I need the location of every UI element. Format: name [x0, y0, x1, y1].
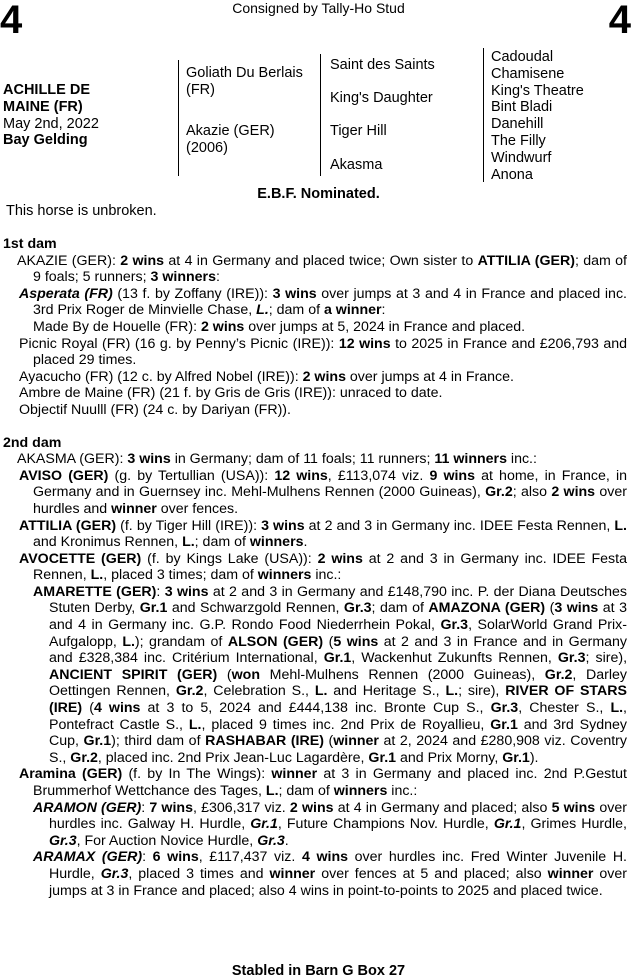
catalogue-body — [3, 236, 627, 899]
produce-aramax: ARAMAX (GER): 6 wins, £117,437 viz. 4 wins over hurdles inc. Fred Winter Juvenile H. Hurdle, Gr.3, placed 3 times and winner over fences at 5 and placed; also winner over jumps at 3 in France and placed; also 4 wins in point-to-points to 2025 and placed twice. — [33, 849, 628, 899]
ebf-nominated: E.B.F. Nominated. — [257, 186, 380, 202]
stabled-location: Stabled in Barn G Box 27 — [231, 963, 406, 979]
dam-entry: AKAZIE (GER): 2 wins at 4 in Germany and placed twice; Own sister to ATTILIA (GER); dam of 9 foals; 5 runners; 3 winners: — [17, 252, 627, 286]
pedigree-divider-1 — [178, 60, 179, 176]
pedigree-g3-7: Windwurf — [491, 149, 552, 166]
produce-aramina: Aramina (GER) (f. by In The Wings): winner at 3 in Germany and placed inc. 2nd P.Gestut Brummerhof Wettchance des Tages, L.; dam of winners inc.: — [19, 766, 627, 799]
produce-avocette: AVOCETTE (GER) (f. by Kings Lake (USA)): 2 wins at 2 and 3 in Germany inc. IDEE Festa Rennen, L., placed 3 times; dam of winners inc.: — [19, 550, 627, 584]
horse-description: Bay Gelding — [3, 132, 88, 149]
horse-foaled: May 2nd, 2022 — [3, 115, 99, 132]
consignor: Consigned by Tally-Ho Stud — [232, 0, 405, 16]
pedigree-g3-6: The Filly — [491, 133, 546, 149]
pedigree-g3-2: Chamisene — [491, 65, 565, 82]
produce-attilia: ATTILIA (GER) (f. by Tiger Hill (IRE)): 3 wins at 2 and 3 in Germany inc. IDEE Festa Rennen, L. and Kronimus Rennen, L.; dam of winners. — [19, 517, 627, 551]
produce-ayacucho: Ayacucho (FR) (12 c. by Alfred Nobel (IRE)): 2 wins over jumps at 4 in France. — [19, 368, 514, 385]
produce-aramon: ARAMON (GER): 7 wins, £306,317 viz. 2 wins at 4 in Germany and placed; also 5 wins over hurdles inc. Galway H. Hurdle, Gr.1, Future Champions Nov. Hurdle, Gr.1, Grimes Hurdle, Gr.3, For Auction Novice Hurdle, Gr.3. — [33, 799, 627, 849]
produce-aviso: AVISO (GER) (g. by Tertullian (USA)): 12 wins, £113,074 viz. 9 wins at home, in France, in Germany and in Guernsey inc. Mehl-Mulhens Rennen (2000 Guineas), Gr.2; also 2 wins over hurdles and winner over fences. — [19, 467, 628, 517]
pedigree-dam-sire: Tiger Hill — [330, 123, 387, 139]
horse-identity — [3, 82, 99, 149]
unbroken-note: This horse is unbroken. — [6, 203, 157, 219]
horse-name-line2: MAINE (FR) — [3, 98, 83, 115]
pedigree-g3-5: Danehill — [491, 116, 544, 133]
section-heading-1st-dam: 1st dam — [3, 236, 57, 252]
pedigree-g3-8: Anona — [491, 166, 533, 183]
produce-ambre-de-maine: Ambre de Maine (FR) (21 f. by Gris de Gris (IRE)): unraced to date. — [19, 385, 443, 402]
produce-made-by-de-houelle: Made By de Houelle (FR): 2 wins over jumps at 5, 2024 in France and placed. — [33, 318, 526, 335]
pedigree-sire-sire: Saint des Saints — [330, 57, 435, 73]
pedigree-sire: Goliath Du Berlais (FR) — [186, 65, 303, 98]
pedigree-divider-3 — [483, 48, 484, 182]
produce-picnic-royal: Picnic Royal (FR) (16 g. by Penny’s Picnic (IRE)): 12 wins to 2025 in France and £206,793 and placed 29 times. — [19, 335, 628, 369]
produce-objectif-nuulll: Objectif Nuulll (FR) (24 c. by Dariyan (FR)). — [19, 401, 291, 418]
pedigree-g3-1: Cadoudal — [491, 49, 554, 65]
second-dam-entry: AKASMA (GER): 3 wins in Germany; dam of 11 foals; 11 runners; 11 winners inc.: — [17, 451, 537, 468]
pedigree-g3-4: Bint Bladi — [491, 99, 553, 116]
pedigree-dam: Akazie (GER) (2006) — [186, 123, 275, 156]
produce-amarette: AMARETTE (GER): 3 wins at 2 and 3 in Germany and £148,790 inc. P. der Diana Deutsches Stuten Derby, Gr.1 and Schwarzgold Rennen, Gr.3; dam of AMAZONA (GER) (3 wins at 3 and 4 in Germany inc. G.P. Rondo Food Niederrhein Pokal, Gr.3, SolarWorld Grand Prix-Aufgalopp, L.); grandam of ALSON (GER) (5 wins at 2 and 3 in France and in Germany and £328,384 inc. Critérium International, Gr.1, Wackenhut Zukunfts Rennen, Gr.3; sire), ANCIENT SPIRIT (GER) (won Mehl-Mulhens Rennen (2000 Guineas), Gr.2, Darley Oettingen Rennen, Gr.2, Celebration S., L. and Heritage S., L.; sire), RIVER OF STARS (IRE) (4 wins at 3 to 5, 2024 and £444,138 inc. Bronte Cup S., Gr.3, Chester S., L., Pontefract Castle S., L., placed 9 times inc. 2nd Prix de Royallieu, Gr.1 and 3rd Sydney Cup, Gr.1); third dam of RASHABAR (IRE) (winner at 2, 2024 and £280,908 viz. Coventry S., Gr.2, placed inc. 2nd Prix Jean-Luc Lagardère, Gr.1 and Prix Morny, Gr.1). — [33, 583, 628, 766]
pedigree-divider-2 — [320, 54, 321, 176]
lot-number-left: 4 — [0, 0, 23, 42]
lot-number-right: 4 — [608, 0, 631, 42]
produce-asperata: Asperata (FR) (13 f. by Zoffany (IRE)): 3 wins over jumps at 3 and 4 in France and placed inc. 3rd Prix Roger de Minvielle Chase, L.; dam of a winner: — [19, 285, 627, 319]
pedigree-g3-3: King's Theatre — [491, 82, 584, 99]
section-heading-2nd-dam: 2nd dam — [3, 434, 62, 451]
pedigree-sire-dam: King's Daughter — [330, 90, 433, 106]
pedigree-dam-dam: Akasma — [330, 157, 383, 173]
horse-name-line1: ACHILLE DE — [3, 82, 90, 98]
